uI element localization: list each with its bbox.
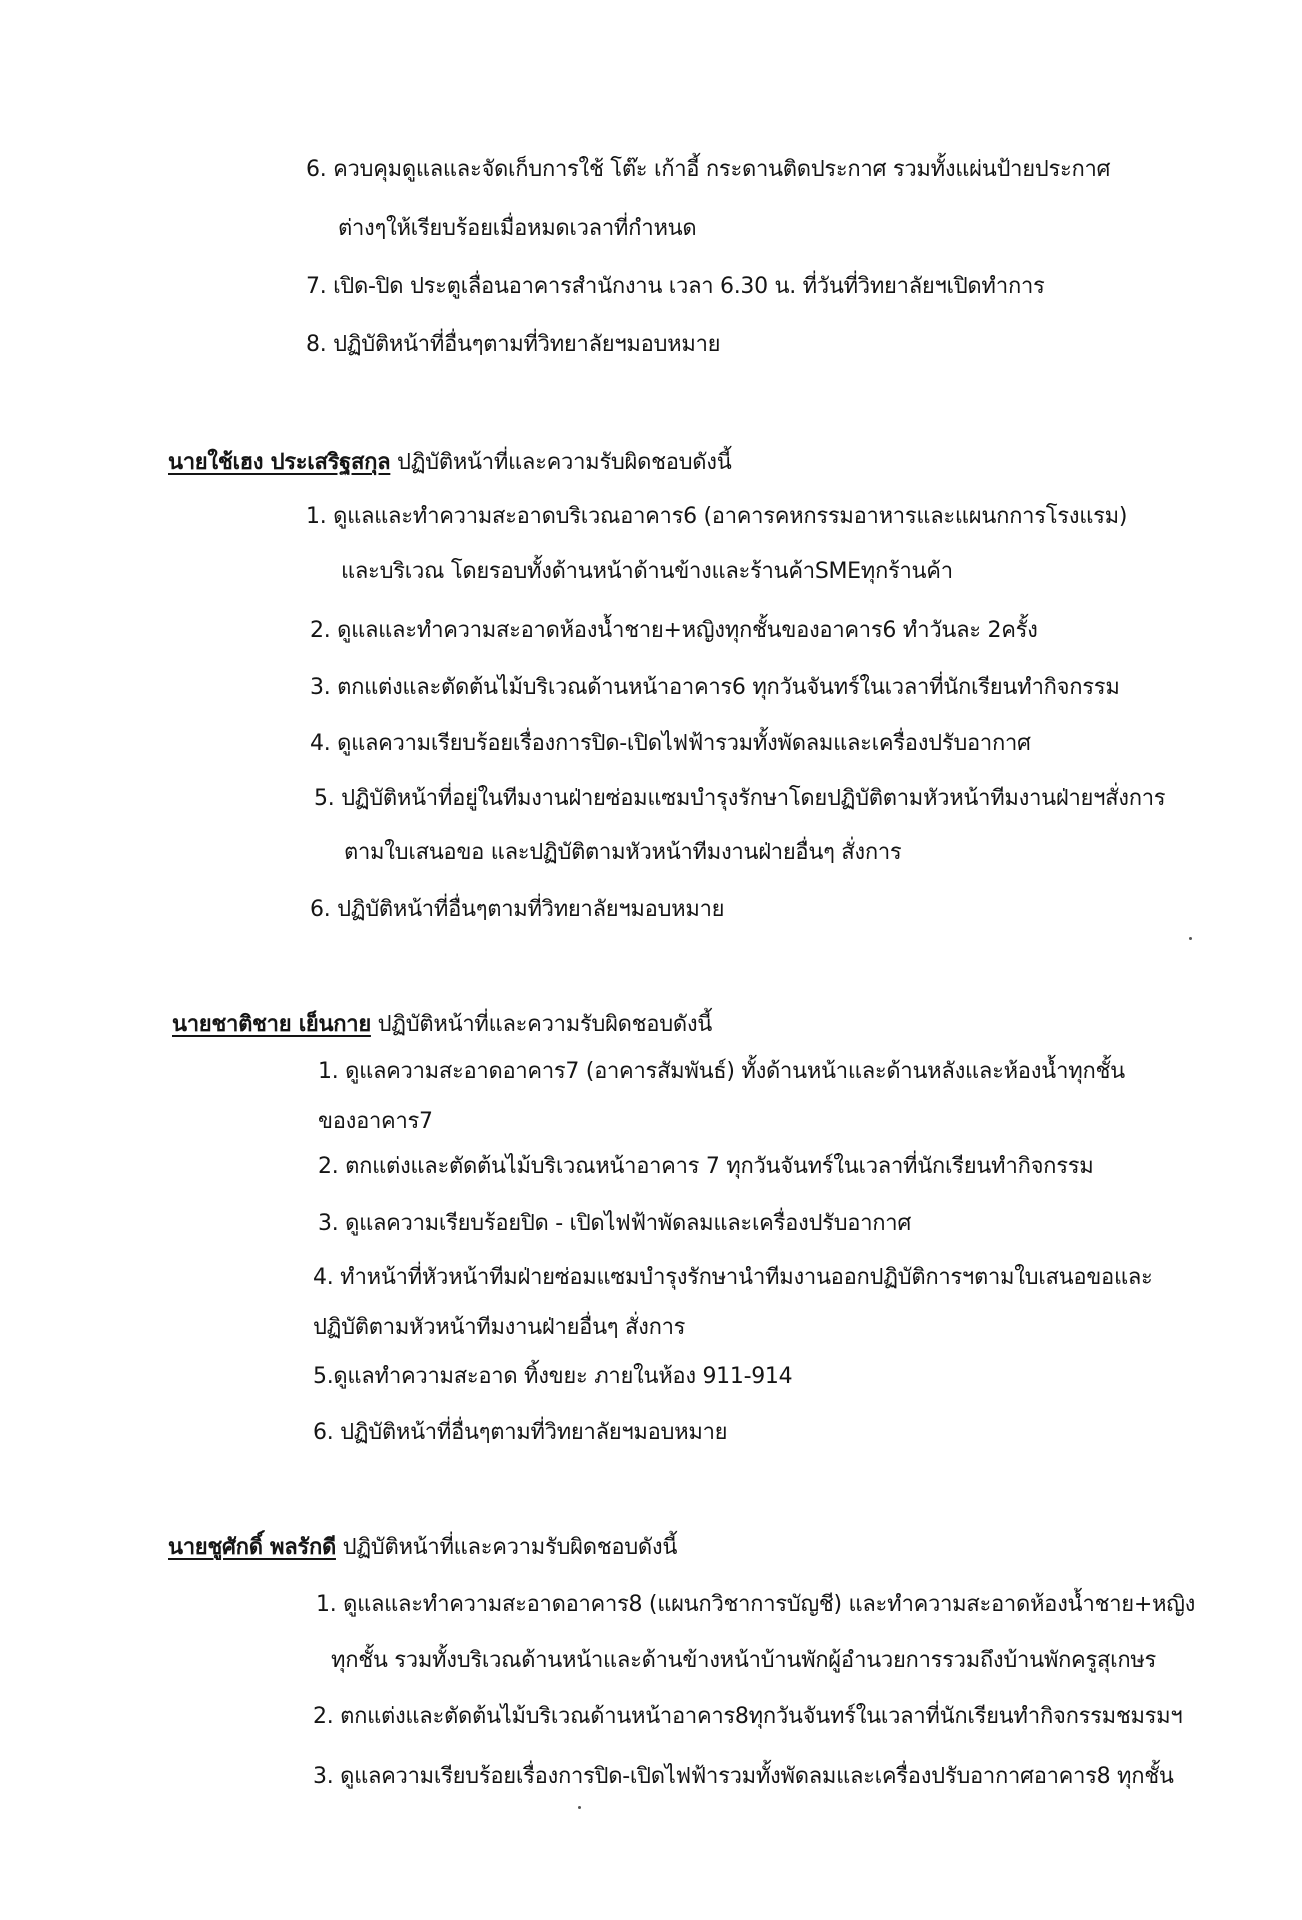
heading-text: ปฏิบัติหน้าที่และความรับผิดชอบดังนี้ xyxy=(397,450,732,475)
list-item: 1. ดูแลความสะอาดอาคาร7 (อาคารสัมพันธ์) ทั้งด้านหน้าและด้านหลังและห้องน้ำทุกชั้น xyxy=(318,1059,1125,1084)
list-item: 5. ปฏิบัติหน้าที่อยู่ในทีมงานฝ่ายซ่อมแซมบำรุงรักษาโดยปฏิบัติตามหัวหน้าทีมงานฝ่ายฯสั่งการ xyxy=(314,786,1166,811)
list-item: และบริเวณ โดยรอบทั้งด้านหน้าด้านข้างและร้านค้าSMEทุกร้านค้า xyxy=(341,559,953,584)
list-item: 1. ดูแลและทำความสะอาดอาคาร8 (แผนกวิชาการบัญชี) และทำความสะอาดห้องน้ำชาย+หญิง xyxy=(316,1592,1196,1617)
heading-text: ปฏิบัติหน้าที่และความรับผิดชอบดังนี้ xyxy=(342,1535,678,1560)
list-item: 4. ดูแลความเรียบร้อยเรื่องการปิด-เปิดไฟฟ้ารวมทั้งพัดลมและเครื่องปรับอากาศ xyxy=(310,731,1031,756)
list-item: ทุกชั้น รวมทั้งบริเวณด้านหน้าและด้านข้างหน้าบ้านพักผู้อำนวยการรวมถึงบ้านพักครูสุเกษร xyxy=(331,1648,1157,1673)
person-name: นายชาติชาย เย็นกาย xyxy=(172,1012,371,1037)
list-item: 2. ดูแลและทำความสะอาดห้องน้ำชาย+หญิงทุกชั้นของอาคาร6 ทำวันละ 2ครั้ง xyxy=(310,618,1038,643)
list-item: ต่างๆให้เรียบร้อยเมื่อหมดเวลาที่กำหนด xyxy=(338,216,697,241)
list-item: 2. ตกแต่งและตัดต้นไม้บริเวณหน้าอาคาร 7 ทุกวันจันทร์ในเวลาที่นักเรียนทำกิจกรรม xyxy=(318,1154,1094,1179)
list-item: 8. ปฏิบัติหน้าที่อื่นๆตามที่วิทยาลัยฯมอบหมาย xyxy=(306,332,721,357)
heading-text: ปฏิบัติหน้าที่และความรับผิดชอบดังนี้ xyxy=(377,1012,713,1037)
list-item: 3. ดูแลความเรียบร้อยเรื่องการปิด-เปิดไฟฟ้ารวมทั้งพัดลมและเครื่องปรับอากาศอาคาร8 ทุกชั้น xyxy=(313,1764,1174,1789)
scan-speck xyxy=(578,1806,581,1809)
section-heading xyxy=(168,1533,677,1563)
list-item: 4. ทำหน้าที่หัวหน้าทีมฝ่ายซ่อมแซมบำรุงรักษานำทีมงานออกปฏิบัติการฯตามใบเสนอขอและ xyxy=(313,1265,1153,1290)
list-item: ปฏิบัติตามหัวหน้าทีมงานฝ่ายอื่นๆ สั่งการ xyxy=(313,1315,686,1340)
section-heading xyxy=(172,1010,712,1040)
list-item: 3. ดูแลความเรียบร้อยปิด - เปิดไฟฟ้าพัดลมและเครื่องปรับอากาศ xyxy=(318,1211,911,1236)
list-item: 6. ปฏิบัติหน้าที่อื่นๆตามที่วิทยาลัยฯมอบหมาย xyxy=(310,897,725,922)
person-name: นายใช้เฮง ประเสริฐสกุล xyxy=(168,450,391,475)
list-item: ของอาคาร7 xyxy=(318,1109,433,1134)
person-name: นายชูศักดิ์ พลรักดี xyxy=(168,1535,336,1560)
list-item: 1. ดูแลและทำความสะอาดบริเวณอาคาร6 (อาคารคหกรรมอาหารและแผนกการโรงแรม) xyxy=(306,504,1128,529)
list-item: 6. ควบคุมดูแลและจัดเก็บการใช้ โต๊ะ เก้าอี้ กระดานติดประกาศ รวมทั้งแผ่นป้ายประกาศ xyxy=(306,157,1111,182)
list-item: ตามใบเสนอขอ และปฏิบัติตามหัวหน้าทีมงานฝ่ายอื่นๆ สั่งการ xyxy=(344,840,902,865)
section-heading xyxy=(168,448,731,478)
list-item: 3. ตกแต่งและตัดต้นไม้บริเวณด้านหน้าอาคาร6 ทุกวันจันทร์ในเวลาที่นักเรียนทำกิจกรรม xyxy=(310,675,1120,700)
list-item: 7. เปิด-ปิด ประตูเลื่อนอาคารสำนักงาน เวลา 6.30 น. ที่วันที่วิทยาลัยฯเปิดทำการ xyxy=(306,274,1045,299)
list-item: 2. ตกแต่งและตัดต้นไม้บริเวณด้านหน้าอาคาร8ทุกวันจันทร์ในเวลาที่นักเรียนทำกิจกรรมชมรมฯ xyxy=(313,1704,1183,1729)
scan-speck xyxy=(1189,937,1192,940)
list-item: 6. ปฏิบัติหน้าที่อื่นๆตามที่วิทยาลัยฯมอบหมาย xyxy=(313,1420,728,1445)
list-item: 5.ดูแลทำความสะอาด ทิ้งขยะ ภายในห้อง 911-914 xyxy=(313,1364,793,1389)
